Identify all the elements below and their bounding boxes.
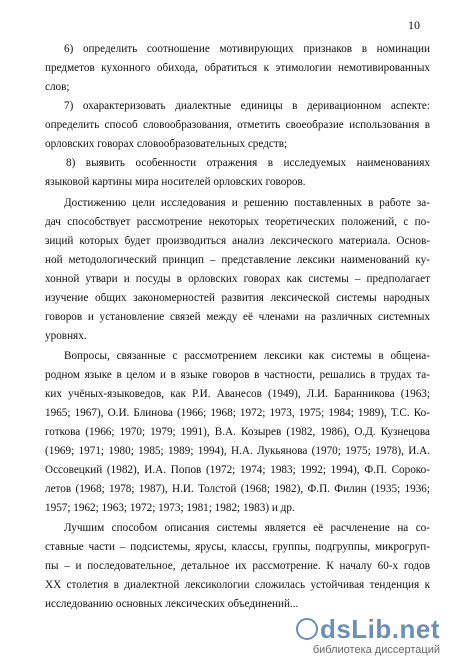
text-line: зиций которых будет производиться анализ лексического материала. Основ- bbox=[45, 236, 430, 247]
watermark-subtitle: библиотека диссертаций bbox=[312, 644, 440, 656]
text-line: 7) охарактеризовать диалектные единицы в деривационном аспекте: bbox=[64, 101, 430, 112]
text-line: хонной утвари и посуды в орловских говорах как системы – предполагает bbox=[45, 274, 430, 285]
text-line: 1957; 1962; 1963; 1972; 1973; 1981; 1982; 1983) и др. bbox=[45, 502, 295, 514]
text-line: 1965; 1967), О.И. Блинова (1966; 1968; 1972; 1973, 1975; 1984; 1989), Т.С. Ко- bbox=[45, 408, 430, 419]
text-line: ной методологический принцип – представление лексики наименований ку- bbox=[45, 255, 430, 266]
text-line: изучение общих закономерностей развития лексической системы народных bbox=[45, 293, 430, 304]
text-line: (1969; 1971; 1980; 1985; 1989; 1994), Н.А. Лукьянова (1970; 1975; 1978), И.А. bbox=[45, 446, 430, 457]
text-line: предметов кухонного обихода, обратиться к этимологии немотивированных bbox=[45, 63, 430, 74]
text-line: определить способ словообразования, отметить своеобразие использования в bbox=[45, 120, 430, 131]
text-line: пы – и последовательное, детальное их рассмотрение. К началу 60-х годов bbox=[45, 561, 430, 572]
text-line: Лучшим способом описания системы является её расчленение на со- bbox=[64, 523, 430, 534]
text-line: 8) выявить особенности отражения в исследуемых наименованиях bbox=[66, 158, 430, 169]
watermark-brand bbox=[296, 613, 440, 644]
text-line: летов (1968; 1978; 1987), Н.И. Толстой (1968; 1982), Ф.П. Филин (1935; 1936; bbox=[45, 484, 430, 495]
text-line: Достижению цели исследования и решению поставленных в работе за- bbox=[64, 198, 430, 209]
text-line: слов; bbox=[45, 81, 70, 93]
watermark-brand-text: dsLib.net bbox=[319, 613, 440, 644]
text-line: Вопросы, связанные с рассмотрением лексики как системы в общена- bbox=[64, 351, 430, 362]
text-line: языковой картины мира носителей орловских говоров. bbox=[45, 176, 306, 188]
text-line: ких учёных-языковедов, как Р.И. Аванесов (1949), Л.И. Баранникова (1963; bbox=[45, 389, 430, 400]
logo-icon bbox=[296, 618, 318, 640]
text-line: говоров и установление связей между её членами на различных системных bbox=[45, 312, 430, 323]
text-line: 6) определить соотношение мотивирующих признаков в номинации bbox=[64, 44, 430, 55]
text-line: готкова (1966; 1970; 1979; 1991), В.А. Козырев (1982, 1986), О.Д. Кузнецова bbox=[45, 427, 430, 438]
text-line: родном языке в целом и в языке говоров в частности, решались в трудах та- bbox=[45, 370, 430, 381]
watermark bbox=[296, 613, 440, 656]
text-line: Оссовецкий (1982), И.А. Попов (1972; 1974; 1983; 1992; 1994), Ф.П. Сороко- bbox=[45, 465, 430, 476]
text-line: дач способствует рассмотрение некоторых теоретических положений, с по- bbox=[45, 217, 430, 228]
text-line: орловских говорах словообразовательных средств; bbox=[45, 138, 288, 150]
page-number: 10 bbox=[408, 18, 420, 32]
text-line: уровнях. bbox=[45, 330, 87, 342]
text-line: исследованию основных лексических объединений... bbox=[45, 598, 299, 610]
text-line: ставные части – подсистемы, ярусы, классы, группы, подгруппы, микрогруп- bbox=[45, 542, 430, 553]
text-line: XX столетия в диалектной лексикологии сложилась устойчивая тенденция к bbox=[45, 580, 430, 591]
